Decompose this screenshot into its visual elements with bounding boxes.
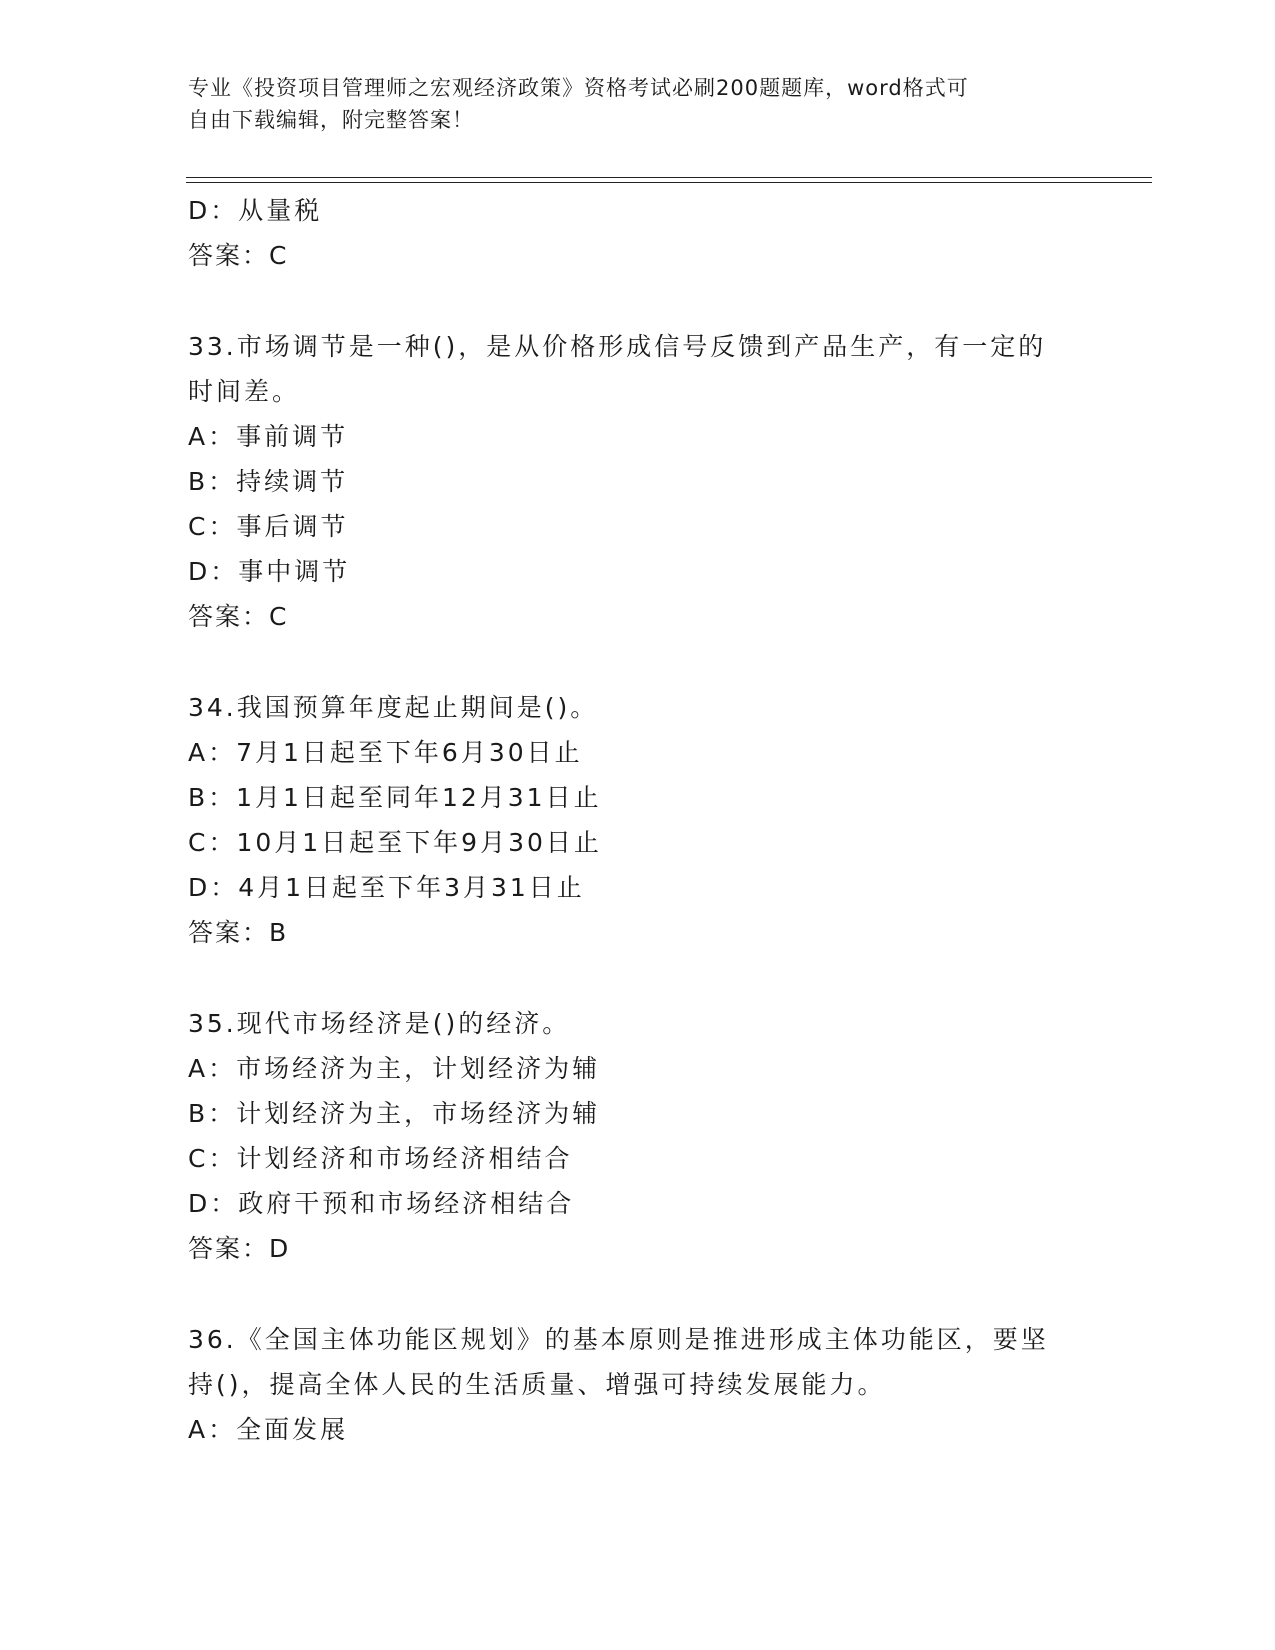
spacer xyxy=(188,955,1088,1001)
question-stem: 34.我国预算年度起止期间是()。 xyxy=(188,693,599,722)
option-c: C：事后调节 xyxy=(188,512,349,541)
carryover-option-d: D：从量税 xyxy=(188,196,323,225)
option-b: B：计划经济为主，市场经济为辅 xyxy=(188,1099,601,1128)
spacer xyxy=(188,278,1088,324)
question-35 xyxy=(188,1001,1088,1271)
page-header xyxy=(188,72,1068,136)
question-stem: 33.市场调节是一种()，是从价格形成信号反馈到产品生产，有一定的 xyxy=(188,332,1047,361)
option-d: D：事中调节 xyxy=(188,557,351,586)
carryover-answer: 答案：C xyxy=(188,241,289,270)
question-stem-continued: 时间差。 xyxy=(188,377,301,406)
option-a: A：事前调节 xyxy=(188,422,349,451)
spacer xyxy=(188,1271,1088,1317)
header-line-2: 自由下载编辑，附完整答案！ xyxy=(188,108,474,132)
question-36 xyxy=(188,1317,1088,1452)
option-c: C：10月1日起至下年9月30日止 xyxy=(188,828,602,857)
question-34 xyxy=(188,685,1088,955)
option-b: B：持续调节 xyxy=(188,467,349,496)
header-line-1: 专业《投资项目管理师之宏观经济政策》资格考试必刷200题题库，word格式可 xyxy=(188,76,969,100)
question-stem: 36.《全国主体功能区规划》的基本原则是推进形成主体功能区，要坚 xyxy=(188,1325,1049,1354)
question-33 xyxy=(188,324,1088,639)
answer: 答案：B xyxy=(188,918,289,947)
option-b: B：1月1日起至同年12月31日止 xyxy=(188,783,602,812)
spacer xyxy=(188,639,1088,685)
question-stem: 35.现代市场经济是()的经济。 xyxy=(188,1009,571,1038)
option-a: A：全面发展 xyxy=(188,1415,349,1444)
answer: 答案：D xyxy=(188,1234,291,1263)
option-c: C：计划经济和市场经济相结合 xyxy=(188,1144,573,1173)
option-d: D：政府干预和市场经济相结合 xyxy=(188,1189,575,1218)
question-content xyxy=(188,188,1088,1452)
header-rule-top xyxy=(186,177,1152,178)
answer: 答案：C xyxy=(188,602,289,631)
option-a: A：市场经济为主，计划经济为辅 xyxy=(188,1054,601,1083)
option-a: A：7月1日起至下年6月30日止 xyxy=(188,738,583,767)
header-rule-bottom xyxy=(186,182,1152,183)
option-d: D：4月1日起至下年3月31日止 xyxy=(188,873,585,902)
question-stem-continued: 持()，提高全体人民的生活质量、增强可持续发展能力。 xyxy=(188,1370,886,1399)
